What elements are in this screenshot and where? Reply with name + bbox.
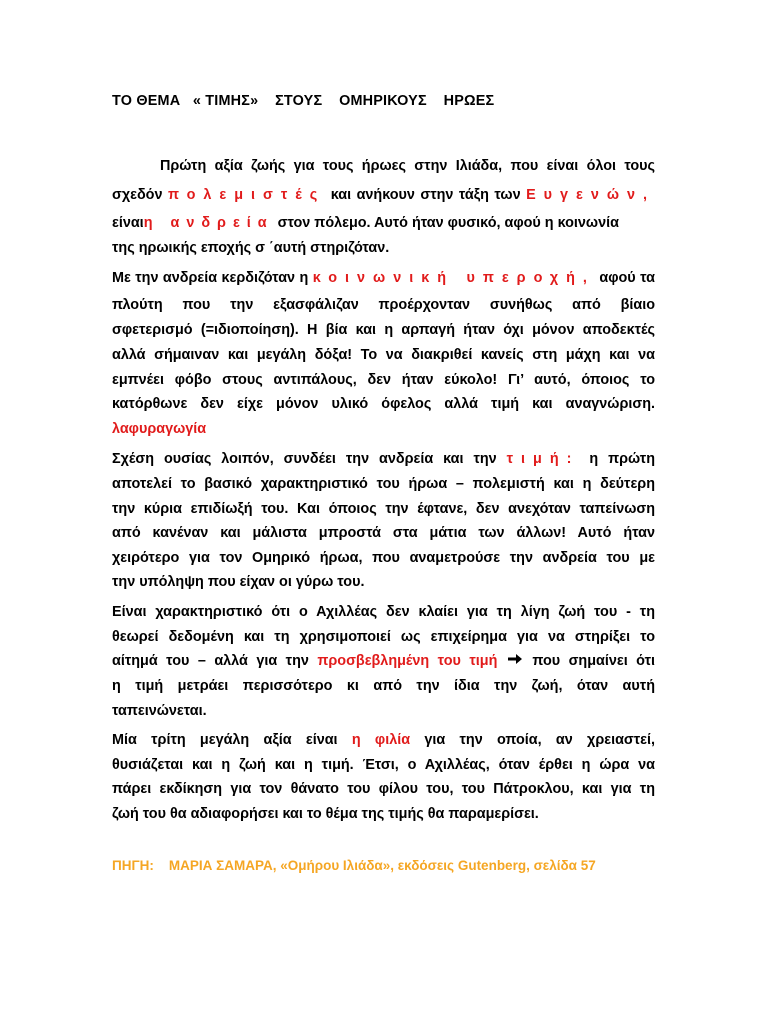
- p1-line-2: [112, 187, 655, 203]
- p2-line-5: εμπνέει φόβο στους αντιπάλους, δεν ήταν εύκολο! Γι’ αυτό, όποιος το: [112, 372, 655, 388]
- text-span: Σχέση ουσίας λοιπόν, συνδέει την ανδρεία και την: [112, 451, 497, 467]
- p4-line-2: θεωρεί δεδομένη και τη χρησιμοποιεί ως επιχείρημα για να στηρίξει το: [112, 629, 655, 645]
- source-citation: ΠΗΓΗ: ΜΑΡΙΑ ΣΑΜΑΡΑ, «Ομήρου Ιλιάδα», εκδόσεις Gutenberg, σελίδα 57: [112, 858, 596, 873]
- text-span: Με την ανδρεία κερδιζόταν η: [112, 270, 309, 286]
- highlight-nobles: Ευγενών,: [526, 187, 656, 203]
- p3-line-1: [112, 451, 655, 467]
- text-span: αίτημά του – αλλά για την: [112, 653, 309, 669]
- p4-line-4: η τιμή μετράει περισσότερο κι από την ίδια την ζωή, όταν αυτή: [112, 678, 655, 694]
- text-span: που σημαίνει ότι: [532, 653, 655, 669]
- p3-line-4: από κανέναν και μάλιστα μπροστά στα μάτια των άλλων! Αυτό ήταν: [112, 525, 655, 541]
- p4-line-5: ταπεινώνεται.: [112, 703, 207, 719]
- p2-line-2: πλούτη που την εξασφάλιζαν προέρχονταν συνήθως από βίαιο: [112, 297, 655, 313]
- p5-line-2: θυσιάζεται και η ζωή και η τιμή. Έτσι, ο Αχιλλέας, όταν έρθει η ώρα να: [112, 757, 655, 773]
- p2-line-3: σφετερισμό (=ιδιοποίηση). Η βία και η αρπαγή ήταν όχι μόνον αποδεκτές: [112, 322, 655, 338]
- p2-line-6: κατόρθωνε δεν είχε μόνον υλικό όφελος αλλά τιμή και αναγνώριση.: [112, 396, 655, 412]
- highlight-warriors: πολεμιστές: [167, 187, 326, 203]
- p2-line-4: αλλά σήμαιναν και μεγάλη δόξα! Το να διακριθεί κανείς στη μάχη και να: [112, 347, 655, 363]
- p1-line-1: Πρώτη αξία ζωής για τους ήρωες στην Ιλιάδα, που είναι όλοι τους: [160, 158, 655, 174]
- text-span: αφού τα: [599, 270, 655, 286]
- text-span: σχεδόν: [112, 187, 163, 203]
- p5-line-3: πάρει εκδίκηση για τον θάνατο του φίλου του, του Πάτροκλου, και για τη: [112, 781, 655, 797]
- p4-line-1: Είναι χαρακτηριστικό ότι ο Αχιλλέας δεν κλαίει για τη λίγη ζωή του - τη: [112, 604, 655, 620]
- p1-line-4: της ηρωικής εποχής σ ΄αυτή στηριζόταν.: [112, 240, 390, 256]
- text-span: είναι: [112, 215, 144, 231]
- p1-line-3: [112, 215, 655, 231]
- p4-line-3: [112, 653, 655, 669]
- p5-line-1: [112, 732, 655, 748]
- highlight-social-superiority: κοινωνική υπεροχή,: [312, 270, 595, 286]
- arrow-right-icon: [508, 653, 522, 669]
- highlight-offended-honor: προσβεβλημένη του τιμή: [317, 653, 498, 669]
- text-span: στον πόλεμο. Αυτό ήταν φυσικό, αφού η κοινωνία: [273, 215, 619, 231]
- document-title: ΤΟ ΘΕΜΑ « ΤΙΜΗΣ» ΣΤΟΥΣ ΟΜΗΡΙΚΟΥΣ ΗΡΩΕΣ: [112, 93, 495, 109]
- text-span: η πρώτη: [589, 451, 655, 467]
- p3-line-2: αποτελεί το βασικό χαρακτηριστικό του ήρωα – πολεμιστή και η δεύτερη: [112, 476, 655, 492]
- text-span: για την οποία, αν χρειαστεί,: [424, 732, 656, 748]
- highlight-plundering: λαφυραγωγία: [112, 421, 207, 437]
- p3-line-5: χειρότερο για τον Ομηρικό ήρωα, που αναμετρούσε την ανδρεία του με: [112, 550, 655, 566]
- highlight-friendship: η φιλία: [351, 732, 411, 748]
- p3-line-3: την κύρια επιδίωξή του. Και όποιος την έφτανε, δεν ανεχόταν ταπείνωση: [112, 501, 655, 517]
- text-span: Μία τρίτη μεγάλη αξία είναι: [112, 732, 338, 748]
- p2-line-1: [112, 270, 655, 286]
- highlight-bravery: η ανδρεία: [143, 215, 274, 231]
- text-span: και ανήκουν στην τάξη των: [330, 187, 521, 203]
- p5-line-4: ζωή του θα αδιαφορήσει και το θέμα της τιμής θα παραμερίσει.: [112, 806, 539, 822]
- highlight-honor: τιμή:: [506, 451, 580, 467]
- p3-line-6: την υπόληψη που είχαν οι γύρω του.: [112, 574, 365, 590]
